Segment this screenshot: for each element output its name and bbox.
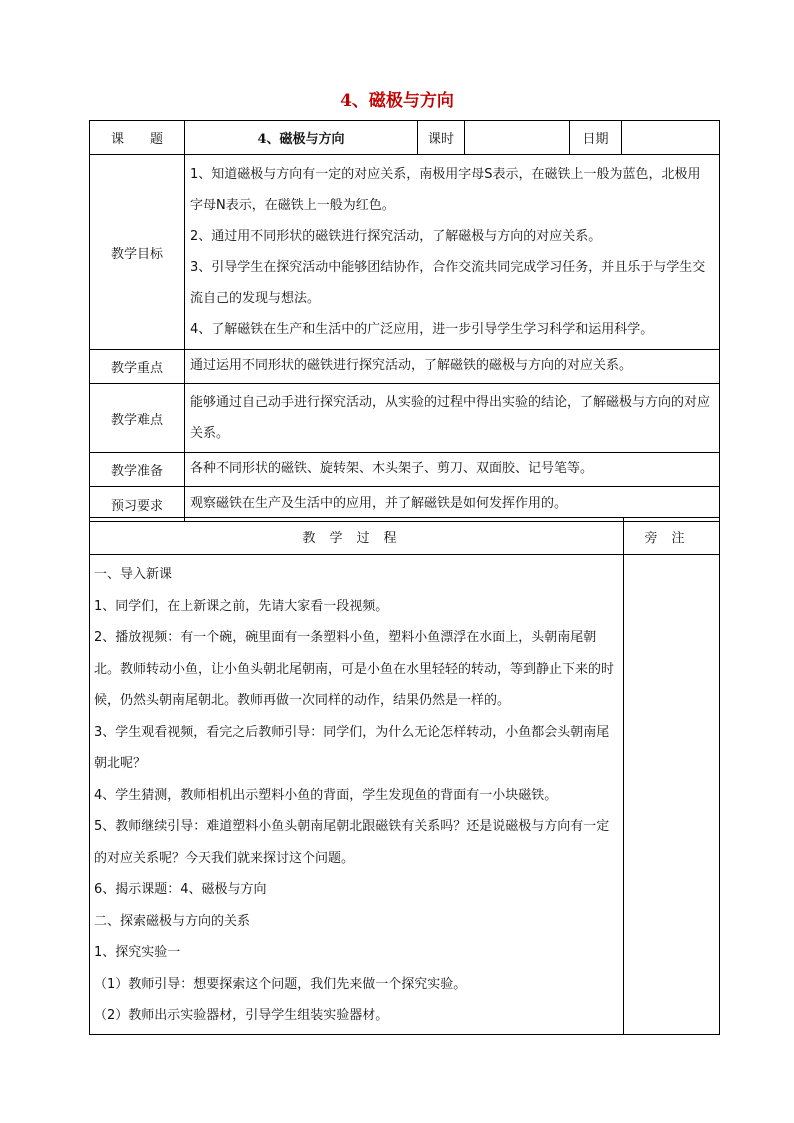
process-content: [90, 555, 624, 1035]
document-title: 4、磁极与方向: [340, 91, 454, 111]
notes-content: [624, 555, 720, 1035]
date-label: 日期: [570, 121, 622, 155]
date-value: [622, 121, 720, 155]
focus-label: 教学重点: [90, 350, 185, 384]
preview-label: 预习要求: [90, 487, 185, 522]
teaching-process-table: [89, 517, 720, 1035]
lesson-info-table: [89, 120, 720, 522]
process-header-row: [90, 518, 720, 555]
focus-text: 通过运用不同形状的磁铁进行探究活动，了解磁铁的磁极与方向的对应关系。: [185, 350, 720, 384]
topic-value: 4、磁极与方向: [185, 121, 418, 155]
process-paragraph: 5、教师继续引导：难道塑料小鱼头朝南尾朝北跟磁铁有关系吗？还是说磁极与方向有一定的对应关系呢？今天我们就来探讨这个问题。: [94, 819, 610, 866]
process-paragraph: 6、揭示课题：4、磁极与方向: [94, 882, 267, 897]
process-header: 教学过程: [90, 518, 624, 555]
process-paragraph: 3、学生观看视频，看完之后教师引导：同学们，为什么无论怎样转动，小鱼都会头朝南尾朝北呢？: [94, 724, 610, 771]
process-body-row: [90, 555, 720, 1035]
process-paragraph: 4、学生猜测，教师相机出示塑料小鱼的背面，学生发现鱼的背面有一小块磁铁。: [94, 787, 558, 803]
preparation-label: 教学准备: [90, 453, 185, 487]
difficulty-text: 能够通过自己动手进行探究活动，从实验的过程中得出实验的结论，了解磁极与方向的对应关系。: [185, 384, 720, 453]
goal-item: 4、了解磁铁在生产和生活中的广泛应用，进一步引导学生学习科学和运用科学。: [190, 322, 654, 337]
process-paragraph: 二、探索磁极与方向的关系: [94, 913, 251, 929]
goals-row: [90, 155, 720, 350]
preparation-text: 各种不同形状的磁铁、旋转架、木头架子、剪刀、双面胶、记号笔等。: [185, 453, 720, 487]
process-paragraph: 1、探究实验一: [94, 945, 181, 960]
preparation-row: [90, 453, 720, 487]
process-paragraph: 2、播放视频：有一个碗，碗里面有一条塑料小鱼，塑料小鱼漂浮在水面上，头朝南尾朝北。教师转动小鱼，让小鱼头朝北尾朝南，可是小鱼在水里轻轻的转动，等到静止下来的时候，仍然头朝南尾朝北。教师再做一次同样的动作，结果仍然是一样的。: [94, 630, 615, 708]
process-paragraph: （2）教师出示实验器材，引导学生组装实验器材。: [94, 1008, 389, 1023]
preview-text: 观察磁铁在生产及生活中的应用，并了解磁铁是如何发挥作用的。: [185, 487, 720, 522]
topic-label: 课 题: [90, 121, 185, 155]
goal-item: 1、知道磁极与方向有一定的对应关系，南极用字母S表示，在磁铁上一般为蓝色，北极用字母N表示，在磁铁上一般为红色。: [190, 167, 701, 213]
process-paragraph: （1）教师引导：想要探索这个问题，我们先来做一个探究实验。: [94, 976, 467, 992]
goal-item: 3、引导学生在探究活动中能够团结协作，合作交流共同完成学习任务，并且乐于与学生交流自己的发现与想法。: [190, 260, 706, 306]
header-row: [90, 121, 720, 155]
process-paragraph: 一、导入新课: [94, 567, 173, 582]
notes-header: 旁注: [624, 518, 720, 555]
difficulty-row: [90, 384, 720, 453]
difficulty-label: 教学难点: [90, 384, 185, 453]
process-paragraph: 1、同学们，在上新课之前，先请大家看一段视频。: [94, 598, 389, 614]
period-value: [465, 121, 570, 155]
goals-label: 教学目标: [90, 155, 185, 350]
period-label: 课时: [418, 121, 465, 155]
goal-item: 2、通过用不同形状的磁铁进行探究活动，了解磁极与方向的对应关系。: [190, 229, 602, 244]
goals-content: [185, 155, 720, 350]
focus-row: [90, 350, 720, 384]
